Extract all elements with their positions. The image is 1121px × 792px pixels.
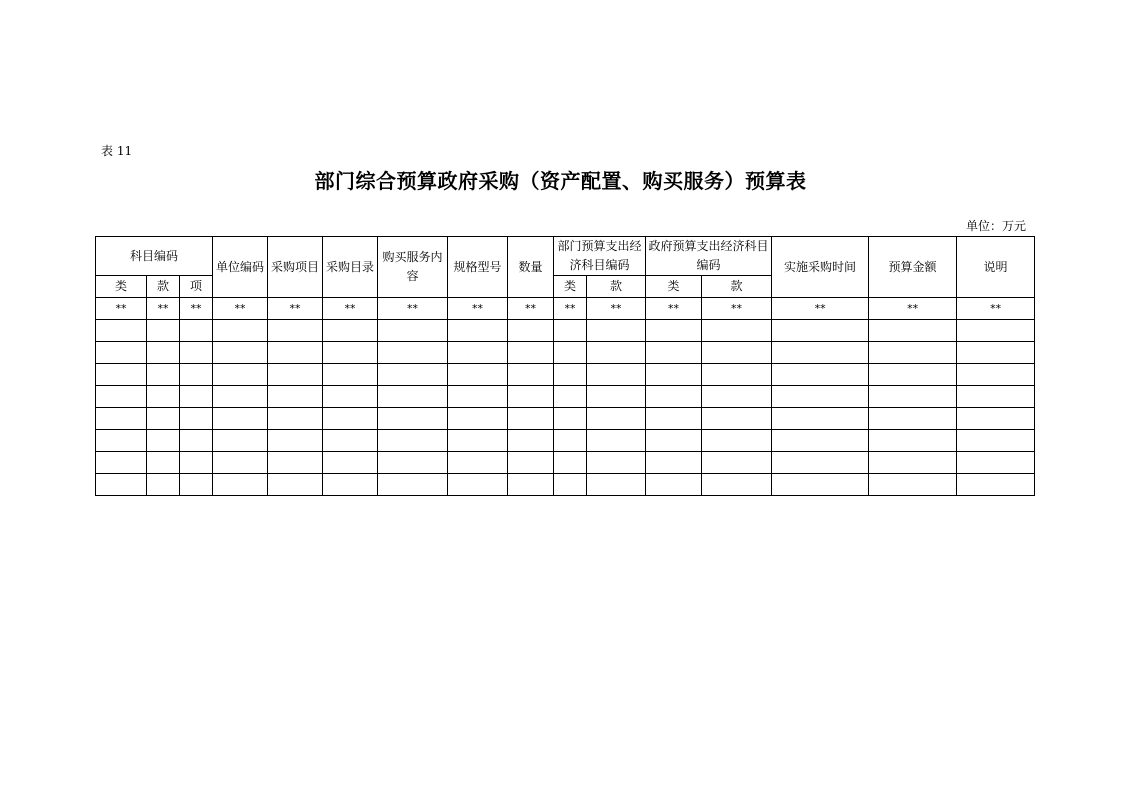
table-cell: [587, 408, 646, 430]
table-cell: [772, 320, 869, 342]
table-cell: [378, 342, 448, 364]
table-cell: [96, 474, 147, 496]
table-cell: **: [96, 298, 147, 320]
table-cell: [554, 342, 587, 364]
table-cell: [772, 430, 869, 452]
header-kuan: 款: [147, 276, 180, 298]
table-cell: [96, 452, 147, 474]
table-cell: [213, 342, 268, 364]
table-cell: [508, 408, 554, 430]
table-cell: [772, 342, 869, 364]
table-cell: [180, 364, 213, 386]
table-cell: [957, 408, 1035, 430]
header-gov-lei: 类: [646, 276, 702, 298]
table-cell: [587, 364, 646, 386]
table-cell: [554, 474, 587, 496]
table-cell: [702, 386, 772, 408]
table-cell: [180, 342, 213, 364]
table-cell: [772, 386, 869, 408]
table-cell: [213, 452, 268, 474]
table-cell: [448, 430, 508, 452]
table-cell: [378, 386, 448, 408]
table-cell: [957, 320, 1035, 342]
table-cell: [957, 364, 1035, 386]
table-cell: [508, 430, 554, 452]
table-cell: [702, 430, 772, 452]
table-cell: [554, 430, 587, 452]
table-cell: **: [587, 298, 646, 320]
table-cell: [96, 430, 147, 452]
table-cell: [646, 342, 702, 364]
table-cell: **: [378, 298, 448, 320]
table-cell: [268, 320, 323, 342]
header-budget-amount: 预算金额: [869, 237, 957, 298]
table-cell: [702, 320, 772, 342]
table-cell: [554, 364, 587, 386]
table-cell: [213, 430, 268, 452]
header-lei: 类: [96, 276, 147, 298]
table-row: [96, 452, 1035, 474]
table-cell: [448, 342, 508, 364]
table-cell: [957, 386, 1035, 408]
table-cell: [96, 320, 147, 342]
table-cell: [554, 408, 587, 430]
table-cell: [268, 364, 323, 386]
table-cell: [646, 364, 702, 386]
table-cell: [646, 430, 702, 452]
header-dept-kuan: 款: [587, 276, 646, 298]
table-cell: [702, 452, 772, 474]
header-spec-model: 规格型号: [448, 237, 508, 298]
table-cell: [448, 386, 508, 408]
table-cell: [957, 452, 1035, 474]
table-row: [96, 408, 1035, 430]
table-cell: [180, 452, 213, 474]
table-cell: [869, 364, 957, 386]
table-cell: [646, 452, 702, 474]
table-cell: [772, 364, 869, 386]
header-subject-code: 科目编码: [96, 237, 213, 276]
header-gov-kuan: 款: [702, 276, 772, 298]
table-cell: [180, 430, 213, 452]
table-cell: [378, 364, 448, 386]
table-cell: **: [869, 298, 957, 320]
table-cell: [869, 474, 957, 496]
table-cell: [147, 364, 180, 386]
table-cell: [508, 386, 554, 408]
table-cell: **: [554, 298, 587, 320]
table-cell: [772, 474, 869, 496]
header-procurement-catalog: 采购目录: [323, 237, 378, 298]
header-service-content: 购买服务内容: [378, 237, 448, 298]
table-cell: [957, 342, 1035, 364]
table-cell: [268, 430, 323, 452]
table-cell: [448, 474, 508, 496]
table-cell: [508, 320, 554, 342]
table-cell: [587, 320, 646, 342]
table-cell: [587, 452, 646, 474]
table-cell: [957, 430, 1035, 452]
table-cell: [869, 408, 957, 430]
table-cell: [147, 408, 180, 430]
table-cell: **: [957, 298, 1035, 320]
table-cell: **: [268, 298, 323, 320]
table-cell: [448, 364, 508, 386]
table-number: 表 11: [101, 144, 133, 158]
table-row: [96, 386, 1035, 408]
table-cell: [448, 408, 508, 430]
table-cell: [323, 342, 378, 364]
table-cell: [378, 452, 448, 474]
table-cell: [554, 320, 587, 342]
table-cell: [869, 430, 957, 452]
table-cell: [147, 474, 180, 496]
table-cell: [508, 474, 554, 496]
table-cell: [646, 320, 702, 342]
procurement-budget-table: [95, 236, 1035, 496]
table-row: [96, 342, 1035, 364]
table-cell: [587, 430, 646, 452]
table-cell: [702, 364, 772, 386]
table-cell: [554, 386, 587, 408]
table-cell: [378, 430, 448, 452]
header-gov-budget-econ: 政府预算支出经济科目编码: [646, 237, 772, 276]
table-cell: [702, 342, 772, 364]
header-notes: 说明: [957, 237, 1035, 298]
table-cell: [772, 408, 869, 430]
table-cell: [378, 320, 448, 342]
table-cell: [702, 408, 772, 430]
table-cell: [268, 408, 323, 430]
table-cell: [508, 452, 554, 474]
table-cell: [96, 364, 147, 386]
table-cell: [587, 386, 646, 408]
table-cell: [268, 452, 323, 474]
header-impl-time: 实施采购时间: [772, 237, 869, 298]
table-cell: [378, 408, 448, 430]
table-cell: [772, 452, 869, 474]
table-cell: [213, 474, 268, 496]
table-cell: [323, 430, 378, 452]
header-quantity: 数量: [508, 237, 554, 298]
table-cell: [957, 474, 1035, 496]
table-cell: [268, 342, 323, 364]
table-cell: **: [508, 298, 554, 320]
table-cell: [587, 342, 646, 364]
placeholder-row: [96, 298, 1035, 320]
table-cell: [323, 386, 378, 408]
table-cell: **: [213, 298, 268, 320]
table-cell: **: [323, 298, 378, 320]
table-cell: [508, 342, 554, 364]
table-cell: [213, 320, 268, 342]
table-cell: [448, 452, 508, 474]
table-cell: [268, 474, 323, 496]
table-cell: [147, 452, 180, 474]
blank-rows: [96, 320, 1035, 496]
table-cell: [213, 364, 268, 386]
table-cell: **: [180, 298, 213, 320]
table-cell: [180, 386, 213, 408]
table-cell: [448, 320, 508, 342]
table-cell: [323, 474, 378, 496]
table-cell: [180, 320, 213, 342]
table-cell: [147, 320, 180, 342]
table-cell: **: [646, 298, 702, 320]
table-cell: [96, 408, 147, 430]
table-cell: [587, 474, 646, 496]
table-cell: [869, 342, 957, 364]
table-cell: [147, 342, 180, 364]
table-cell: [869, 452, 957, 474]
table-cell: [96, 342, 147, 364]
table-cell: [869, 320, 957, 342]
table-cell: [213, 408, 268, 430]
table-cell: [646, 474, 702, 496]
table-row: [96, 430, 1035, 452]
table-cell: [147, 430, 180, 452]
table-cell: [213, 386, 268, 408]
table-cell: [96, 386, 147, 408]
header-unit-code: 单位编码: [213, 237, 268, 298]
header-procurement-item: 采购项目: [268, 237, 323, 298]
table-cell: [869, 386, 957, 408]
table-row: [96, 364, 1035, 386]
table-cell: [323, 364, 378, 386]
table-cell: [323, 452, 378, 474]
table-cell: **: [702, 298, 772, 320]
page-title: 部门综合预算政府采购（资产配置、购买服务）预算表: [314, 169, 807, 193]
table-cell: [323, 320, 378, 342]
table-cell: **: [147, 298, 180, 320]
table-cell: [646, 408, 702, 430]
table-cell: [180, 474, 213, 496]
table-cell: [323, 408, 378, 430]
table-cell: **: [772, 298, 869, 320]
table-cell: **: [448, 298, 508, 320]
table-cell: [147, 386, 180, 408]
table-cell: [180, 408, 213, 430]
table-cell: [508, 364, 554, 386]
header-dept-budget-econ: 部门预算支出经济科目编码: [554, 237, 646, 276]
table-cell: [702, 474, 772, 496]
header-dept-lei: 类: [554, 276, 587, 298]
table-cell: [646, 386, 702, 408]
table-cell: [268, 386, 323, 408]
unit-label: 单位：万元: [965, 219, 1026, 233]
table-row: [96, 320, 1035, 342]
header-xiang: 项: [180, 276, 213, 298]
table-cell: [378, 474, 448, 496]
table-cell: [554, 452, 587, 474]
table-row: [96, 474, 1035, 496]
